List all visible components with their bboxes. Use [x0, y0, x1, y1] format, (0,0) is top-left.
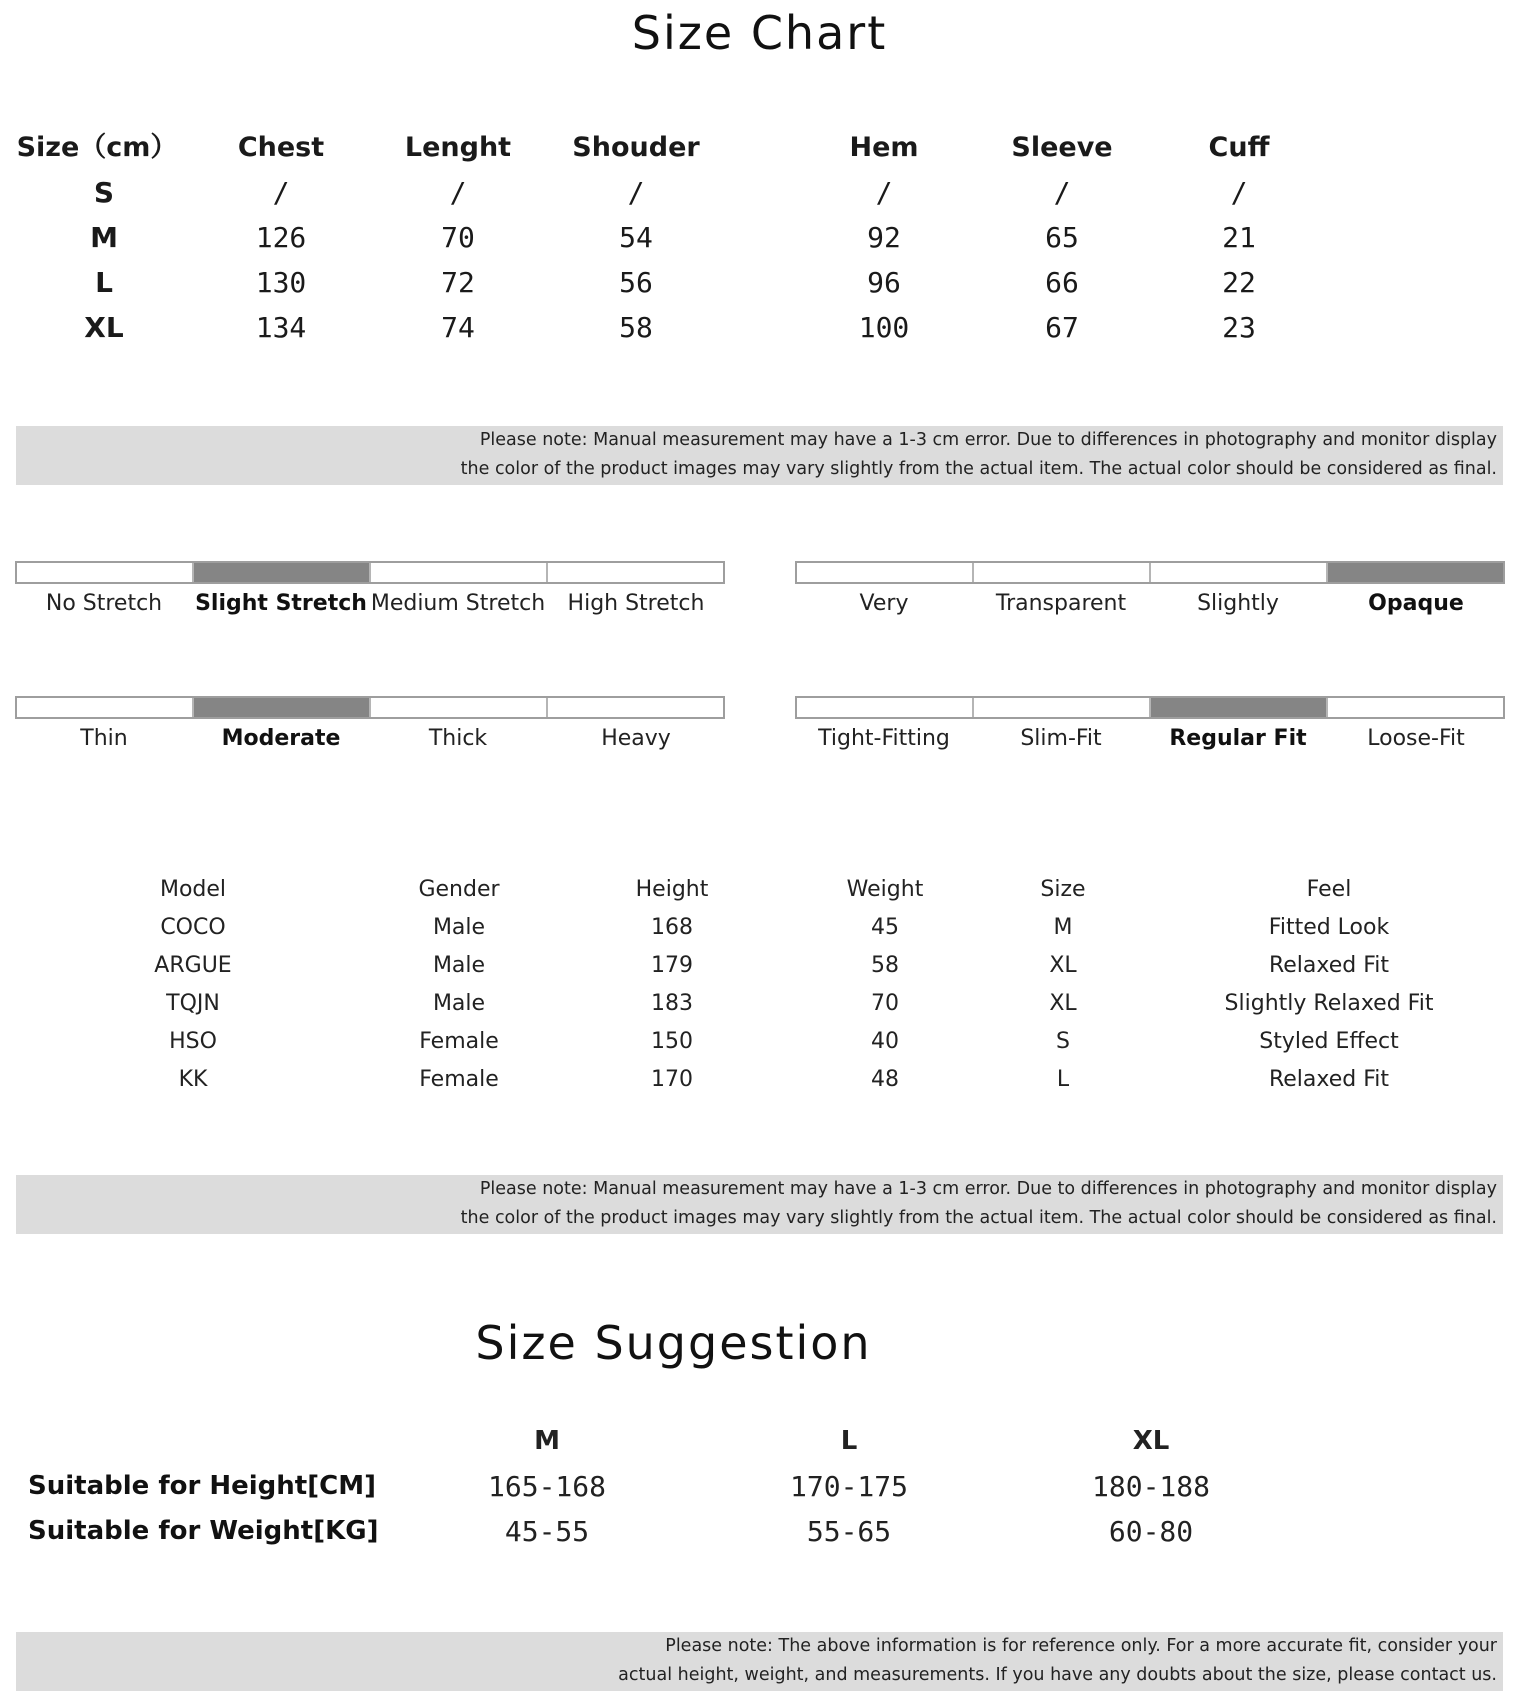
weight-cell: 58	[871, 953, 899, 978]
weight-cell: 48	[871, 1067, 899, 1092]
note-line: Please note: The above information is for reference only. For a more accurate fit, consider your	[665, 1636, 1497, 1656]
hem-cell: 100	[858, 311, 910, 344]
stretch-segment	[371, 563, 548, 582]
height-cell: 179	[651, 953, 693, 978]
length-cell: 70	[441, 221, 475, 254]
opacity-label-selected: Opaque	[1368, 591, 1464, 616]
opacity-label: Transparent	[995, 591, 1127, 616]
height-label: Suitable for Height[CM]	[28, 1471, 376, 1501]
size-cell: L	[1056, 1067, 1070, 1092]
thickness-scale	[15, 696, 725, 719]
opacity-segment-selected	[1328, 563, 1503, 582]
header-height: Height	[635, 877, 709, 902]
cuff-cell: 23	[1222, 311, 1256, 344]
sleeve-cell: 66	[1045, 266, 1079, 299]
size-cell: XL	[1049, 953, 1077, 978]
sleeve-cell: 65	[1045, 221, 1079, 254]
header-size: Size	[1040, 877, 1086, 902]
fit-label: Loose-Fit	[1367, 726, 1465, 751]
shoulder-cell: /	[627, 176, 645, 209]
suggestion-size: M	[534, 1426, 560, 1456]
header-model: Model	[159, 877, 227, 902]
fit-segment	[797, 698, 974, 717]
suggestion-weight-row	[0, 1509, 1519, 1554]
stretch-segment-selected	[194, 563, 371, 582]
thickness-segment	[17, 698, 194, 717]
fit-segment	[1328, 698, 1503, 717]
hem-cell: 92	[867, 221, 901, 254]
model-cell: KK	[178, 1067, 208, 1092]
gender-cell: Female	[419, 1029, 499, 1054]
weight-range: 45-55	[504, 1515, 590, 1548]
size-chart-header-row	[0, 125, 1519, 170]
stretch-segment	[548, 563, 723, 582]
stretch-label: Medium Stretch	[370, 591, 546, 616]
thickness-segment	[548, 698, 723, 717]
height-cell: 170	[651, 1067, 693, 1092]
thickness-label: Thin	[80, 726, 128, 751]
thickness-segment	[371, 698, 548, 717]
chest-cell: /	[272, 176, 290, 209]
gender-cell: Male	[432, 953, 486, 978]
opacity-label: Slightly	[1197, 591, 1279, 616]
stretch-label: High Stretch	[567, 591, 705, 616]
cuff-cell: 21	[1222, 221, 1256, 254]
header-gender: Gender	[418, 877, 500, 902]
header-sleeve: Sleeve	[1011, 132, 1113, 163]
table-row	[0, 985, 1519, 1023]
table-row	[0, 1023, 1519, 1061]
feel-cell: Styled Effect	[1259, 1029, 1399, 1054]
measurement-note	[16, 1175, 1503, 1234]
reference-note	[16, 1632, 1503, 1691]
size-cell: S	[1056, 1029, 1070, 1054]
shoulder-cell: 54	[619, 221, 653, 254]
opacity-label: Very	[859, 591, 909, 616]
sleeve-cell: 67	[1045, 311, 1079, 344]
table-row	[0, 215, 1519, 260]
shoulder-cell: 56	[619, 266, 653, 299]
suggestion-size: XL	[1132, 1426, 1170, 1456]
feel-cell: Slightly Relaxed Fit	[1224, 991, 1434, 1016]
model-cell: TQJN	[166, 991, 220, 1016]
cuff-cell: /	[1230, 176, 1248, 209]
length-cell: /	[449, 176, 467, 209]
size-cell: M	[90, 221, 118, 254]
cuff-cell: 22	[1222, 266, 1256, 299]
header-size: Size（cm）	[16, 132, 178, 163]
weight-range: 55-65	[806, 1515, 892, 1548]
note-line: Please note: Manual measurement may have a 1-3 cm error. Due to differences in photography and monitor display	[479, 430, 1497, 450]
size-cell: L	[95, 266, 113, 299]
opacity-scale	[795, 561, 1505, 584]
size-cell: M	[1053, 915, 1073, 940]
weight-cell: 70	[871, 991, 899, 1016]
fit-labels	[795, 722, 1505, 756]
stretch-scale	[15, 561, 725, 584]
model-cell: HSO	[169, 1029, 217, 1054]
feel-cell: Relaxed Fit	[1268, 953, 1390, 978]
model-table-header	[0, 871, 1519, 909]
model-cell: ARGUE	[154, 953, 232, 978]
table-row	[0, 260, 1519, 305]
stretch-label: No Stretch	[45, 591, 163, 616]
opacity-labels	[795, 587, 1505, 621]
weight-cell: 40	[871, 1029, 899, 1054]
size-cell: XL	[84, 311, 124, 344]
header-cuff: Cuff	[1208, 132, 1270, 163]
thickness-label: Heavy	[601, 726, 671, 751]
header-length: Lenght	[404, 132, 512, 163]
fit-scale	[795, 696, 1505, 719]
thickness-segment-selected	[194, 698, 371, 717]
opacity-segment	[974, 563, 1151, 582]
sleeve-cell: /	[1053, 176, 1071, 209]
height-cell: 168	[651, 915, 693, 940]
fit-segment	[974, 698, 1151, 717]
fit-segment-selected	[1151, 698, 1328, 717]
stretch-segment	[17, 563, 194, 582]
stretch-labels	[15, 587, 725, 621]
opacity-segment	[797, 563, 974, 582]
chest-cell: 130	[255, 266, 307, 299]
size-chart-title: Size Chart	[631, 6, 888, 60]
length-cell: 74	[441, 311, 475, 344]
opacity-segment	[1151, 563, 1328, 582]
shoulder-cell: 58	[619, 311, 653, 344]
gender-cell: Female	[419, 1067, 499, 1092]
suggestion-header-row	[0, 1419, 1519, 1464]
note-line: the color of the product images may vary slightly from the actual item. The actual color should be considered as final.	[460, 459, 1497, 479]
chest-cell: 126	[255, 221, 307, 254]
size-cell: S	[93, 176, 115, 209]
note-line: Please note: Manual measurement may have a 1-3 cm error. Due to differences in photography and monitor display	[479, 1179, 1497, 1199]
table-row	[0, 1061, 1519, 1099]
thickness-label-selected: Moderate	[221, 726, 341, 751]
table-row	[0, 909, 1519, 947]
size-suggestion-title: Size Suggestion	[475, 1316, 872, 1370]
suggestion-height-row	[0, 1464, 1519, 1509]
header-feel: Feel	[1306, 877, 1352, 902]
feel-cell: Relaxed Fit	[1268, 1067, 1390, 1092]
weight-cell: 45	[871, 915, 899, 940]
stretch-label-selected: Slight Stretch	[195, 591, 367, 616]
note-line: the color of the product images may vary slightly from the actual item. The actual color should be considered as final.	[460, 1208, 1497, 1228]
fit-label: Slim-Fit	[1020, 726, 1102, 751]
hem-cell: 96	[867, 266, 901, 299]
header-hem: Hem	[849, 132, 919, 163]
length-cell: 72	[441, 266, 475, 299]
height-cell: 183	[651, 991, 693, 1016]
thickness-labels	[15, 722, 725, 756]
fit-label-selected: Regular Fit	[1169, 726, 1307, 751]
weight-range: 60-80	[1108, 1515, 1194, 1548]
model-cell: COCO	[160, 915, 226, 940]
header-weight: Weight	[846, 877, 924, 902]
table-row	[0, 947, 1519, 985]
chest-cell: 134	[255, 311, 307, 344]
header-shoulder: Shouder	[572, 132, 700, 163]
thickness-label: Thick	[428, 726, 488, 751]
height-cell: 150	[651, 1029, 693, 1054]
size-cell: XL	[1049, 991, 1077, 1016]
feel-cell: Fitted Look	[1268, 915, 1390, 940]
fit-label: Tight-Fitting	[818, 726, 950, 751]
measurement-note	[16, 426, 1503, 485]
suggestion-size: L	[840, 1426, 858, 1456]
height-range: 180-188	[1091, 1470, 1211, 1503]
weight-label: Suitable for Weight[KG]	[28, 1516, 379, 1546]
height-range: 165-168	[487, 1470, 607, 1503]
gender-cell: Male	[432, 915, 486, 940]
gender-cell: Male	[432, 991, 486, 1016]
note-line: actual height, weight, and measurements. If you have any doubts about the size, please contact us.	[618, 1665, 1497, 1685]
header-chest: Chest	[237, 132, 325, 163]
table-row	[0, 170, 1519, 215]
height-range: 170-175	[789, 1470, 909, 1503]
table-row	[0, 305, 1519, 350]
hem-cell: /	[875, 176, 893, 209]
